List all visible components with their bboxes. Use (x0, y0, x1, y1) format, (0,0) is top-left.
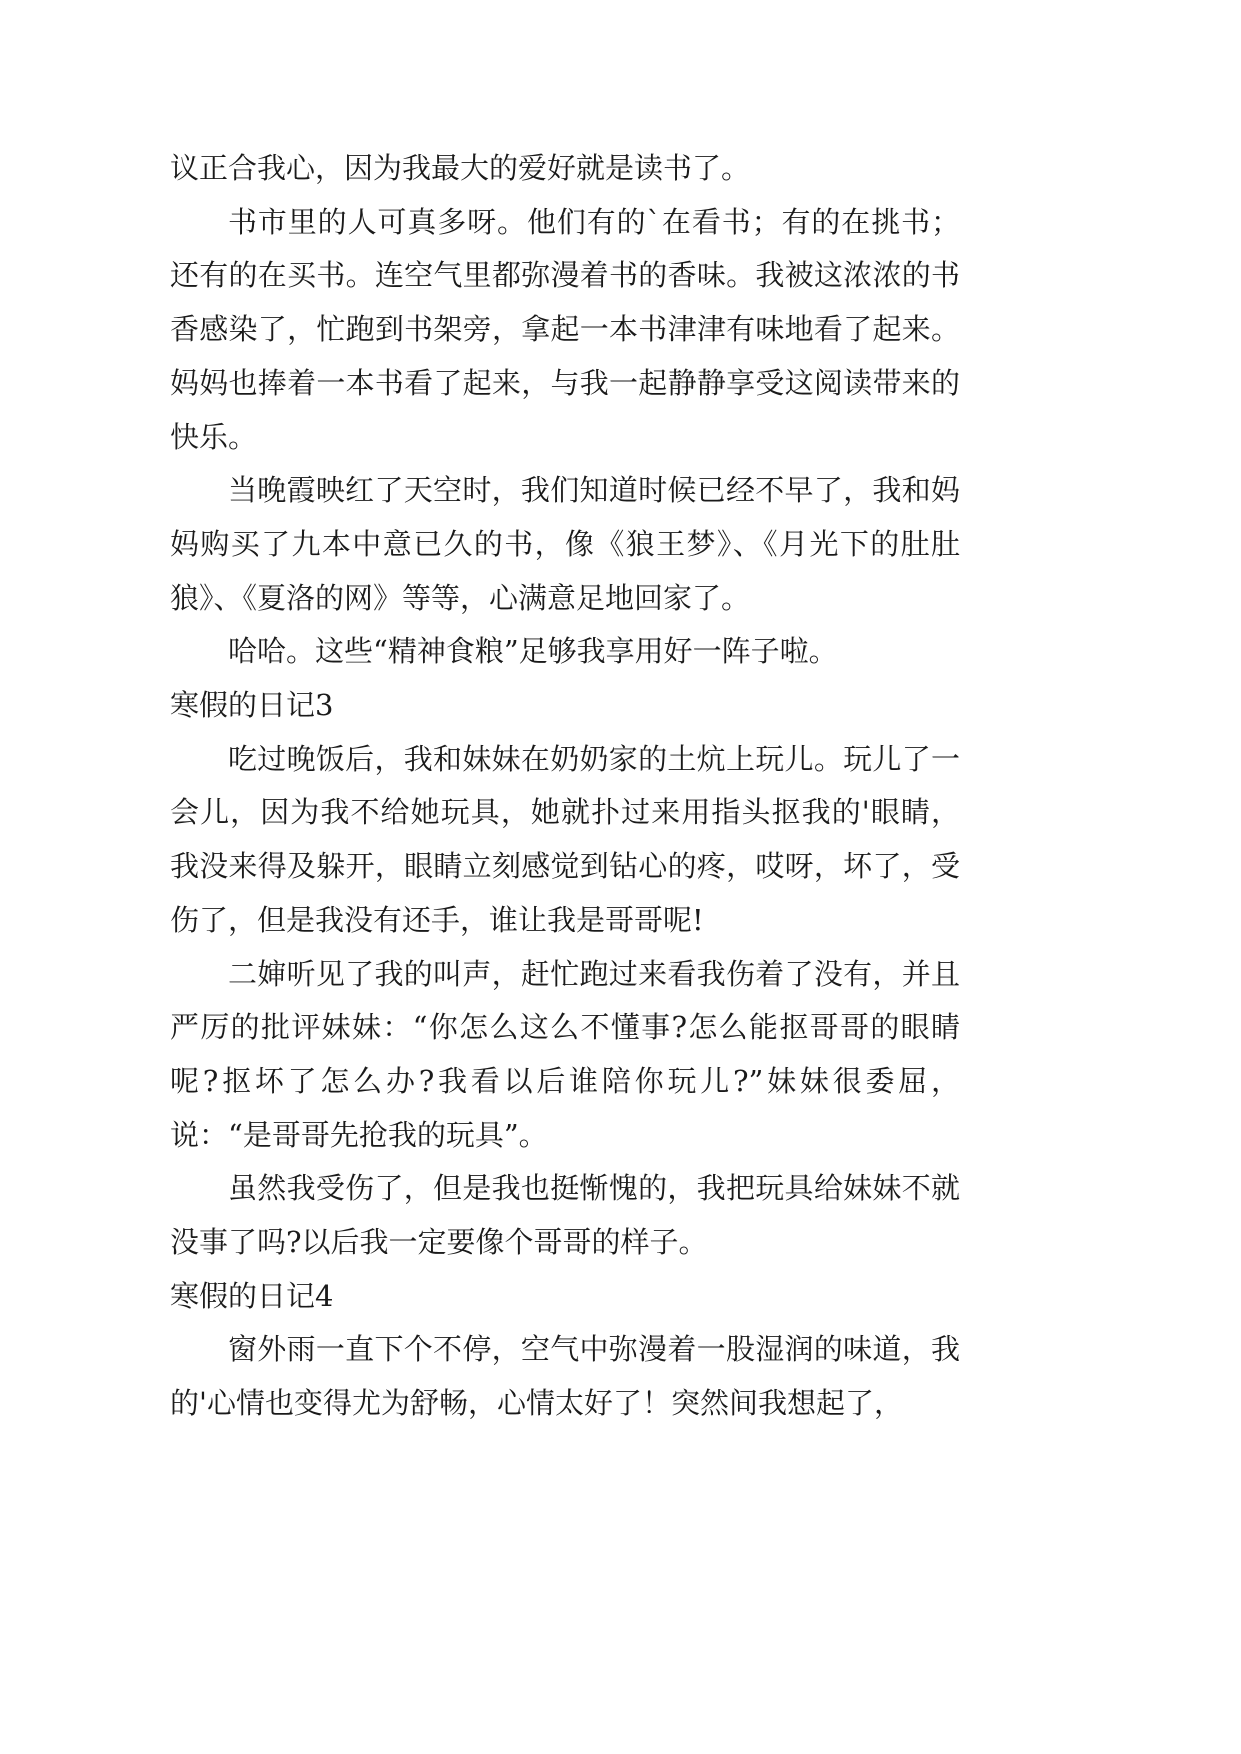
paragraph: 议正合我心，因为我最大的爱好就是读书了。 (170, 151, 751, 185)
paragraph: 当晚霞映红了天空时，我们知道时候已经不早了，我和妈妈购买了九本中意已久的书，像《狼王梦》、《月光下的肚肚狼》、《夏洛的网》等等，心满意足地回家了。 (170, 473, 960, 615)
paragraph: 书市里的人可真多呀。他们有的`在看书；有的在挑书；还有的在买书。连空气里都弥漫着书的香味。我被这浓浓的书香感染了，忙跑到书架旁，拿起一本书津津有味地看了起来。妈妈也捧着一本书看了起来，与我一起静静享受这阅读带来的快乐。 (170, 204, 960, 454)
paragraph: 二婶听见了我的叫声，赶忙跑过来看我伤着了没有，并且严厉的批评妹妹：“你怎么这么不懂事?怎么能抠哥哥的眼睛呢?抠坏了怎么办?我看以后谁陪你玩儿?”妹妹很委屈，说：“是哥哥先抢我的玩具”。 (170, 956, 960, 1152)
section-heading: 寒假的日记3 (170, 688, 334, 723)
paragraph: 虽然我受伤了，但是我也挺惭愧的，我把玩具给妹妹不就没事了吗?以后我一定要像个哥哥的样子。 (170, 1171, 960, 1260)
document-body (170, 142, 960, 1431)
paragraph: 吃过晚饭后，我和妹妹在奶奶家的土炕上玩儿。玩儿了一会儿，因为我不给她玩具，她就扑过来用指头抠我的'眼睛，我没来得及躲开，眼睛立刻感觉到钻心的疼，哎呀，坏了，受伤了，但是我没有还手，谁让我是哥哥呢! (170, 741, 960, 937)
paragraph: 哈哈。这些“精神食粮”足够我享用好一阵子啦。 (228, 634, 838, 669)
paragraph: 窗外雨一直下个不停，空气中弥漫着一股湿润的味道，我的'心情也变得尤为舒畅，心情太好了！突然间我想起了， (170, 1332, 960, 1421)
section-heading: 寒假的日记4 (170, 1278, 334, 1313)
